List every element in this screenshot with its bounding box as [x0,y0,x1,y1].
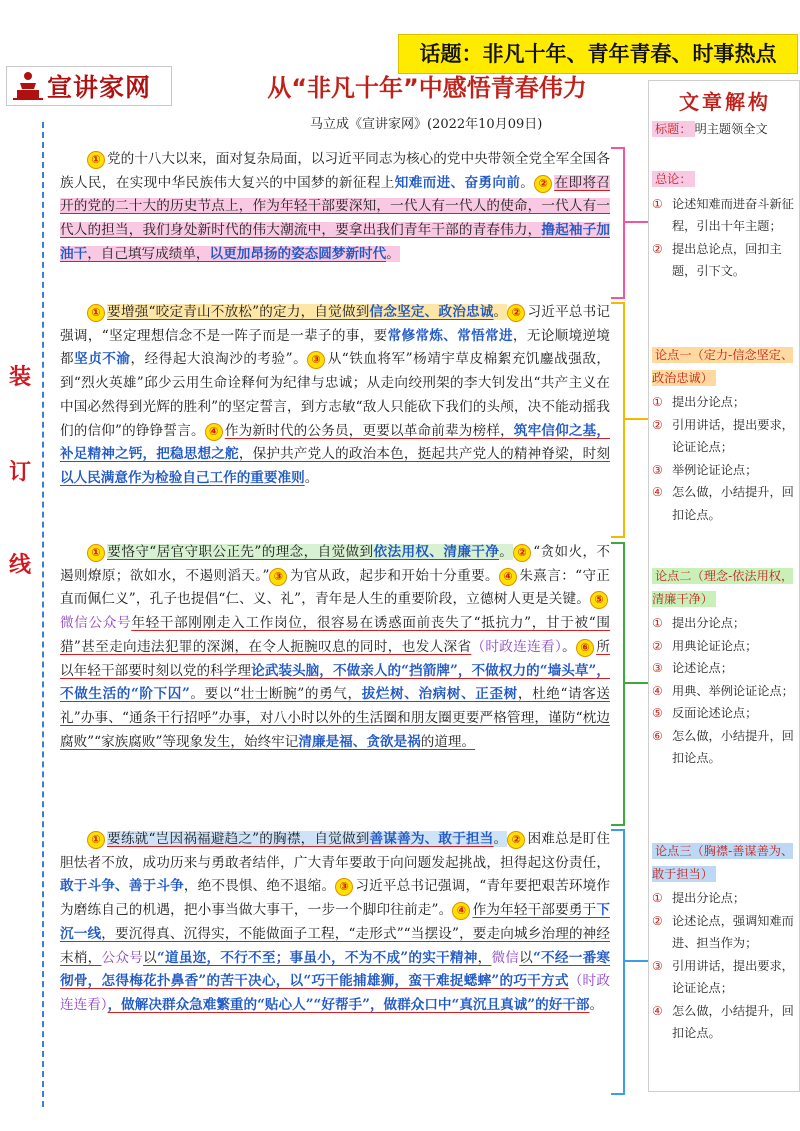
marker: ② [534,175,552,193]
section-tag: 标题： [652,121,695,137]
key-sentence: ，自己填写成绩单， [87,245,210,262]
item-marker: ① [652,616,663,630]
text: 习近平总书记强调，“坚定理想信念不是一阵子而是一辈子的事，要 [60,304,611,344]
highlight-text: ，做解决群众急难繁重的“贴心人”“好帮手”，做群众口中“真沉且真诚”的好干部 [107,996,590,1013]
marker: ④ [499,568,517,586]
key-sentence: ， [477,949,492,966]
item-marker: ② [652,638,663,653]
paragraph-point-three [60,828,610,1018]
marker: ④ [452,902,470,920]
key-sentence: 要恪守“居官守职公正先”的理念，自觉做到 [107,544,374,560]
item-marker: ② [652,241,663,256]
analysis-title-section [652,118,794,141]
analysis-overview-section [652,168,794,283]
paragraph-point-one [60,301,610,491]
item-text: 用典论证论点； [672,638,758,653]
marker: ③ [269,568,287,586]
item-text: 怎么做，小结提升，回扣论点。 [672,485,794,522]
marker: ① [87,151,105,169]
highlight-text: 清廉是福、贪欲是祸 [298,733,421,750]
key-sentence: ，要沉得真、沉得实，不能做面子工程，“走形式”“当摆设”，要走向城乡治理的神经末梢， [60,925,611,966]
item-marker: ⑤ [652,706,663,720]
highlight-text: “不经一番寒彻骨，怎得梅花扑鼻香”的苦干决心，以“巧干能捕雄狮，蛮干难捉蟋蟀”的巧干方式 [60,949,611,990]
key-sentence: 以 [519,949,533,966]
item-marker: ② [652,913,663,928]
key-sentence: 作为年轻干部要勇于 [472,902,597,919]
marker: ① [87,304,105,322]
text: 朱熹言：“守正直而佩仁义”，孔子也提倡“仁、义、礼”，青年是人生的重要阶段，立德树人更是关键。 [60,567,611,608]
item-text: 用典、举例论证论点； [672,683,794,698]
key-sentence: 在即将召开的党的二十大的历史节点上，作为年轻干部要深知，一代人有一代人的使命，一代人有一代人的担当，我们身处新时代的伟大潮流中，要拿出我们青年干部的青春伟力， [60,174,611,239]
key-sentence: 的道理。 [420,733,476,750]
text: 。 [520,174,535,191]
key-sentence: ，保护共产党人的政治本色，挺起共产党人的精神脊梁，时刻 [238,446,611,463]
text: 为官从政，起步和开始十分重要。 [289,567,499,584]
highlight-text: “道虽迩，不行不至；事虽小，不为不成”的实干精神 [156,949,478,966]
watermark-text: （时政连连看） [60,973,610,1013]
text: 。 [562,638,577,655]
highlight-text: 拔烂树、治病树、正歪树 [361,686,518,703]
text: ，无论顺境逆境都 [60,327,611,368]
analysis-point-one-section [652,344,794,526]
item-marker: ③ [652,958,663,973]
highlight-text: 知难而进、奋勇向前 [394,174,521,191]
highlight-text: 坚贞不渝 [74,351,131,368]
marker: ② [513,544,531,562]
section-text: 明主题领全文 [694,122,768,136]
highlight-text: 以人民满意作为检验自己工作的重要准则 [60,469,305,486]
highlight-text: 依法用权、清廉干净 [373,544,500,560]
text: 困难总是盯住胆怯者不放，成功历来与勇敢者结伴，广大青年要敢于向问题发起挑战，担得起这份责任， [60,831,611,871]
text: 。 [493,831,508,847]
text: 从“铁血将军”杨靖宇草皮棉絮充饥鏖战强敌，到“烈火英雄”邱少云用生命诠释何为纪律与忠诚；从走向绞刑架的李大钊发出“共产主义在中国必然得到光辉的胜利”的坚定誓言，到方志敏“敌人只能砍下我们的头颅，决不能动摇我们的信仰”的铮铮誓言。 [60,351,611,439]
article-byline: 马立成《宣讲家网》(2022年10月09日) [310,117,543,132]
item-marker: ① [652,891,663,905]
paragraph-point-two [60,541,610,754]
watermark-text: 微信公众号 [60,615,132,632]
analysis-heading: 文章解构 [679,90,771,114]
text: “贪如火，不遏则燎原；欲如水，不遏则滔天。” [60,544,611,584]
item-marker: ④ [652,683,663,698]
bracket-point-two [611,542,625,826]
item-marker: ① [652,395,663,409]
item-marker: ③ [652,462,663,477]
marker: ② [507,304,525,322]
speaker-podium-icon [11,71,45,101]
item-text: 举例论证论点； [672,462,758,477]
topic-banner: 话题：非凡十年、青年青春、时事热点 [398,34,798,74]
text: 。 [493,304,508,320]
section-tag: 总论： [652,171,695,187]
item-marker: ① [652,196,663,211]
item-text: 提出总论点，回扣主题，引下文。 [672,241,782,278]
highlight-text: 信念坚定、政治忠诚 [369,304,494,320]
paragraph-intro [60,148,610,267]
text: ，绝不畏惧、绝不退缩。 [183,878,336,895]
key-sentence: 要增强“咬定青山不放松”的定力，自觉做到 [107,304,370,320]
marker: ⑤ [590,591,608,609]
item-text: 提出分论点； [672,891,746,905]
text: ，经得起大浪淘沙的考验”。 [130,351,308,368]
text: 。 [499,544,514,560]
item-text: 怎么做，小结提升，回扣论点。 [672,728,794,765]
item-text: 引用讲话，提出要求，论证论点； [672,958,794,995]
section-tag: 论点三（胸襟-善谋善为、敢于担当） [652,844,794,881]
highlight-text: 善谋善为、敢于担当 [369,831,494,847]
key-sentence: 以 [143,949,157,966]
bracket-intro [611,147,625,299]
item-text: 提出分论点； [672,395,746,409]
highlight-text: 常修常炼、常悟常进 [387,327,513,344]
item-text: 反面论述论点； [672,706,758,720]
section-tag: 论点二（理念-依法用权，清廉干净） [652,569,794,606]
highlight-text: 下沉一线 [60,902,611,942]
key-sentence: 年轻干部刚刚走入工作岗位，很容易在诱惑面前丧失了“抵抗力”，甘于被“围猎”甚至走向违法犯罪的深渊，在令人扼腕叹息的同时，也发人深省 [60,615,610,655]
item-text: 论述论点，强调知难而进、担当作为； [672,913,794,950]
watermark-text: 微信 [491,949,520,966]
item-text: 论述论点； [672,661,733,675]
item-marker: ④ [652,485,663,499]
marker: ② [507,831,525,849]
item-marker: ⑥ [652,728,663,743]
item-marker: ③ [652,661,663,675]
marker: ③ [307,351,325,369]
marker: ① [87,544,105,562]
marker: ④ [205,423,223,441]
marker: ③ [335,878,353,896]
item-text: 论述知难而进奋斗新征程，引出十年主题； [672,196,794,233]
watermark-text: 公众号 [101,949,144,966]
binding-char-2: 订 [8,460,31,485]
analysis-point-two-section [652,565,794,770]
text: 党的十八大以来，面对复杂局面，以习近平同志为核心的党中央带领全党全军全国各族人民，在实现中华民族伟大复兴的中国梦的新征程上 [60,151,610,191]
article-title: 从“非凡十年”中感悟青春伟力 [267,74,587,102]
highlight-text: 以更加昂扬的姿态圆梦新时代 [209,245,387,262]
item-text: 引用讲话，提出要求，论证论点； [672,417,794,454]
item-text: 提出分论点； [672,616,746,630]
bracket-point-three [611,829,625,1095]
item-text: 怎么做，小结提升，回扣论点。 [672,1003,794,1040]
text: 。 [386,245,400,262]
marker: ⑥ [576,639,594,657]
item-marker: ② [652,417,663,432]
key-sentence: 要练就“岂因祸福避趋之”的胸襟，自觉做到 [107,831,370,847]
highlight-text: 敢于斗争、善于斗争 [60,878,184,895]
highlight-text: 筑牢信仰之基，补足精神之钙，把稳思想之舵 [60,422,610,463]
site-logo [6,66,172,106]
key-sentence: 。要以“壮士断腕”的勇气， [189,686,362,703]
binding-char-1: 装 [8,365,31,390]
key-sentence: ，杜绝“请客送礼”办事、“通条干行招呼”办事，对八小时以外的生活圈和朋友圈更要严格管理，谨防“枕边腐败”“家族腐败”等现象发生，始终牢记 [60,686,611,750]
watermark-text: （时政连连看） [471,638,563,655]
marker: ① [87,831,105,849]
analysis-point-three-section [652,840,794,1045]
highlight-text: 撸起袖子加油干 [60,222,611,262]
text: 。 [304,469,319,486]
text: 习近平总书记强调，“青年要把艰苦环境作为磨练自己的机遇，把小事当做大事干，一步一个脚印往前走”。 [60,878,610,919]
key-sentence: 作为新时代的公务员，更要以革命前辈为榜样， [224,422,514,439]
section-tag: 论点一（定力-信念坚定、政治忠诚） [652,348,794,385]
binding-line [42,122,44,1107]
logo-text: 宣讲家网 [47,73,152,102]
binding-char-3: 线 [8,553,31,578]
text: 。 [589,996,604,1013]
highlight-text: 论武装头脑，不做亲人的“挡箭牌”，不做权力的“墙头草”，不做生活的“阶下囚” [60,662,611,703]
key-sentence: 所以年轻干部要时刻以党的科学理 [60,638,611,679]
bracket-point-one [611,302,625,538]
item-marker: ④ [652,1003,663,1018]
